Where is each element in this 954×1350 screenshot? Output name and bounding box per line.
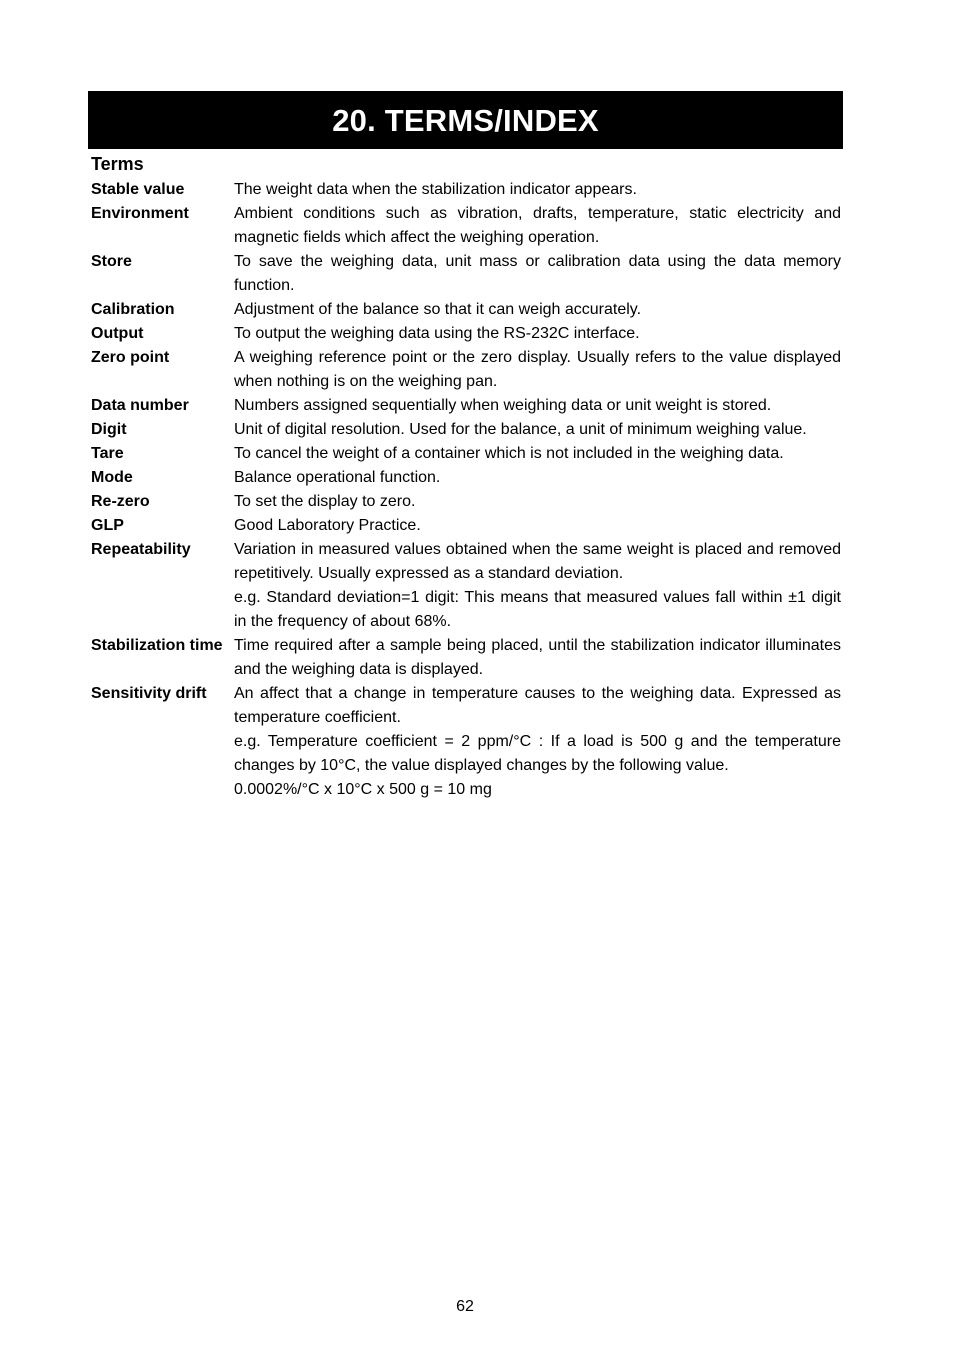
definition-paragraph: Balance operational function. (234, 469, 441, 486)
term-definition (234, 346, 841, 394)
term-row (91, 418, 841, 442)
term-definition (234, 490, 841, 514)
term-row (91, 250, 841, 298)
term-name: Data number (91, 397, 189, 414)
term-definition (234, 418, 841, 442)
definition-paragraph: e.g. Standard deviation=1 digit: This means that measured values fall within ±1 digit in the frequency of about 68%. (234, 589, 841, 630)
term-row (91, 202, 841, 250)
term-row (91, 346, 841, 394)
term-row (91, 442, 841, 466)
term-row (91, 634, 841, 682)
definition-paragraph: Ambient conditions such as vibration, drafts, temperature, static electricity and magnetic fields which affect the weighing operation. (234, 205, 841, 246)
definition-paragraph: To save the weighing data, unit mass or calibration data using the data memory function. (234, 253, 841, 294)
term-name: Environment (91, 205, 189, 222)
term-row (91, 178, 841, 202)
term-name: GLP (91, 517, 124, 534)
term-definition (234, 442, 841, 466)
definition-paragraph: To output the weighing data using the RS-232C interface. (234, 325, 640, 342)
term-name: Calibration (91, 301, 175, 318)
chapter-title: 20. TERMS/INDEX (332, 102, 599, 138)
term-definition (234, 298, 841, 322)
definition-paragraph: The weight data when the stabilization indicator appears. (234, 181, 637, 198)
term-row (91, 394, 841, 418)
term-row (91, 322, 841, 346)
term-row (91, 490, 841, 514)
definition-paragraph: An affect that a change in temperature causes to the weighing data. Expressed as temperature coefficient. (234, 685, 841, 726)
definition-paragraph: e.g. Temperature coefficient = 2 ppm/°C : If a load is 500 g and the temperature changes by 10°C, the value displayed changes by the following value. (234, 733, 841, 774)
term-row (91, 466, 841, 490)
term-definition (234, 634, 841, 682)
term-name: Tare (91, 445, 124, 462)
definition-paragraph: Time required after a sample being placed, until the stabilization indicator illuminates and the weighing data is displayed. (234, 637, 841, 678)
definition-paragraph: Good Laboratory Practice. (234, 517, 421, 534)
term-name: Zero point (91, 349, 170, 366)
definition-paragraph: A weighing reference point or the zero display. Usually refers to the value displayed when nothing is on the weighing pan. (234, 349, 841, 390)
terms-list (91, 178, 841, 802)
term-name: Output (91, 325, 144, 342)
definition-paragraph: Numbers assigned sequentially when weighing data or unit weight is stored. (234, 397, 772, 414)
term-name: Stable value (91, 181, 185, 198)
term-definition (234, 514, 841, 538)
term-definition (234, 322, 841, 346)
term-definition (234, 394, 841, 418)
term-row (91, 682, 841, 802)
definition-paragraph: 0.0002%/°C x 10°C x 500 g = 10 mg (234, 781, 492, 798)
chapter-title-bar (88, 91, 843, 149)
term-definition (234, 250, 841, 298)
definition-paragraph: Variation in measured values obtained when the same weight is placed and removed repetitively. Usually expressed as a standard deviation. (234, 541, 841, 582)
term-row (91, 298, 841, 322)
term-definition (234, 538, 841, 634)
term-name: Store (91, 253, 132, 270)
definition-paragraph: To cancel the weight of a container which is not included in the weighing data. (234, 445, 784, 462)
term-definition (234, 682, 841, 802)
term-name: Repeatability (91, 541, 191, 558)
definition-paragraph: Adjustment of the balance so that it can weigh accurately. (234, 301, 642, 318)
term-name: Sensitivity drift (91, 685, 207, 702)
term-row (91, 538, 841, 634)
term-definition (234, 178, 841, 202)
section-heading: Terms (91, 154, 144, 174)
page-number: 62 (456, 1298, 474, 1315)
term-name: Digit (91, 421, 127, 438)
definition-paragraph: Unit of digital resolution. Used for the balance, a unit of minimum weighing value. (234, 421, 807, 438)
term-definition (234, 202, 841, 250)
definition-paragraph: To set the display to zero. (234, 493, 416, 510)
term-name: Re-zero (91, 493, 150, 510)
term-name: Stabilization time (91, 637, 223, 654)
term-row (91, 514, 841, 538)
term-name: Mode (91, 469, 133, 486)
term-definition (234, 466, 841, 490)
